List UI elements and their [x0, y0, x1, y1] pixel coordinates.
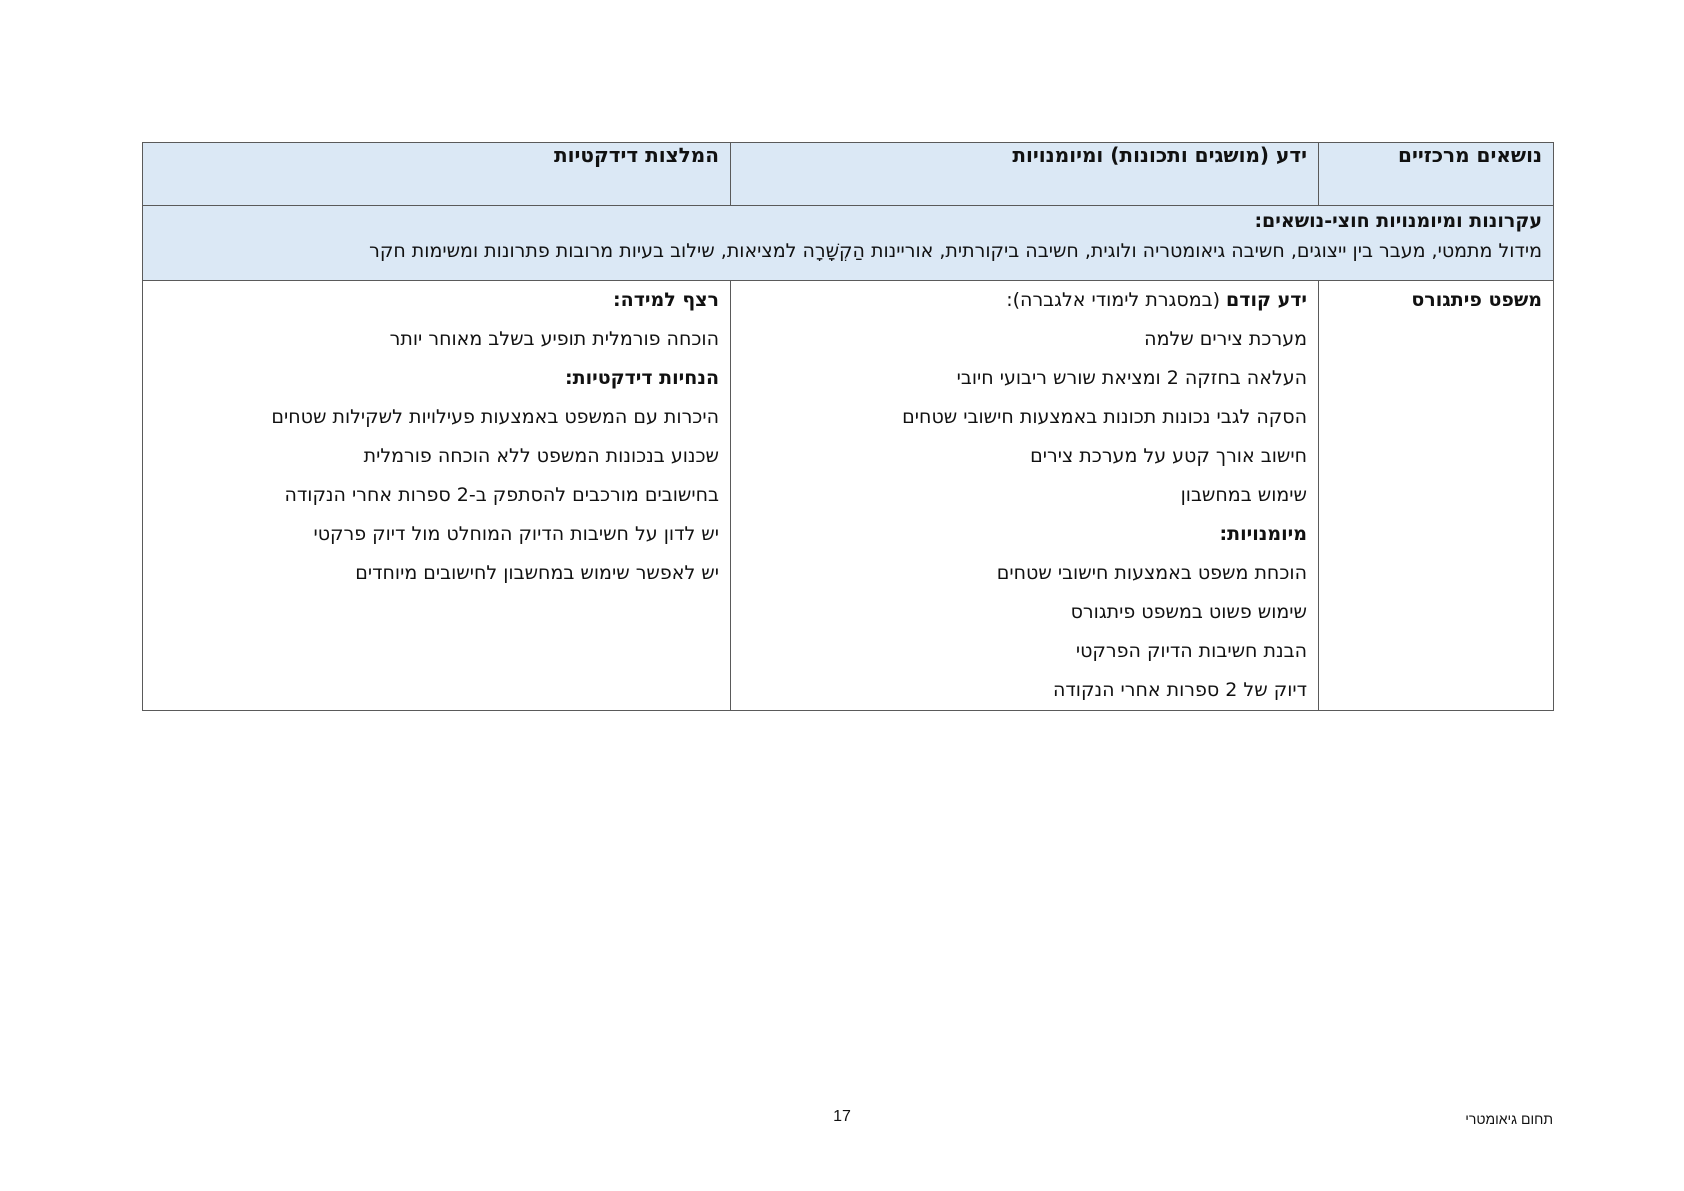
list-item: מערכת צירים שלמה — [1144, 328, 1307, 350]
crosscut-title: עקרונות ומיומנויות חוצי-נושאים: — [1254, 210, 1542, 232]
sequence-label: רצף למידה: — [613, 289, 719, 311]
header-recommendations: המלצות דידקטיות — [143, 143, 731, 206]
header-knowledge: ידע (מושגים ותכונות) ומיומנויות — [731, 143, 1319, 206]
list-item: שימוש פשוט במשפט פיתגורס — [1070, 601, 1307, 623]
page-number: 17 — [833, 1108, 851, 1125]
header-topics: נושאים מרכזיים — [1319, 143, 1554, 206]
prior-knowledge-heading — [742, 281, 1307, 320]
topic-cell: משפט פיתגורס — [1319, 281, 1554, 711]
recommendations-cell — [143, 281, 731, 711]
list-item: הוכחה פורמלית תופיע בשלב מאוחר יותר — [389, 328, 719, 350]
table-header-row — [143, 143, 1554, 206]
list-item: שכנוע בנכונות המשפט ללא הוכחה פורמלית — [363, 445, 719, 467]
crosscut-cell — [143, 206, 1554, 281]
skills-label: מיומנויות: — [1219, 523, 1307, 545]
list-item: הבנת חשיבות הדיוק הפרקטי — [1075, 640, 1307, 662]
crosscut-text: מידול מתמטי, מעבר בין ייצוגים, חשיבה גיאומטריה ולוגית, חשיבה ביקורתית, אוריינות הַקְשָׁרָה למציאות, שילוב בעיות מרובות פתרונות ומשימות חקר — [369, 240, 1542, 262]
prior-knowledge-label: ידע קודם — [1226, 289, 1307, 311]
crosscut-row — [143, 206, 1554, 281]
list-item: דיוק של 2 ספרות אחרי הנקודה — [1053, 679, 1307, 701]
list-item: העלאה בחזקה 2 ומציאת שורש ריבועי חיובי — [956, 367, 1307, 389]
list-item: בחישובים מורכבים להסתפק ב-2 ספרות אחרי הנקודה — [284, 484, 719, 506]
content-row — [143, 281, 1554, 711]
prior-knowledge-context: (במסגרת לימודי אלגברה): — [1006, 289, 1227, 311]
list-item: חישוב אורך קטע על מערכת צירים — [1030, 445, 1307, 467]
guidelines-label: הנחיות דידקטיות: — [565, 367, 719, 389]
list-item: יש לאפשר שימוש במחשבון לחישובים מיוחדים — [355, 562, 719, 584]
curriculum-table — [142, 142, 1554, 711]
list-item: הוכחת משפט באמצעות חישובי שטחים — [996, 562, 1307, 584]
footer-domain-label: תחום גיאומטרי — [1465, 1111, 1553, 1127]
list-item: יש לדון על חשיבות הדיוק המוחלט מול דיוק פרקטי — [313, 523, 719, 545]
list-item: היכרות עם המשפט באמצעות פעילויות לשקילות שטחים — [271, 406, 719, 428]
list-item: שימוש במחשבון — [1180, 484, 1307, 506]
list-item: הסקה לגבי נכונות תכונות באמצעות חישובי שטחים — [902, 406, 1307, 428]
knowledge-cell — [731, 281, 1319, 711]
